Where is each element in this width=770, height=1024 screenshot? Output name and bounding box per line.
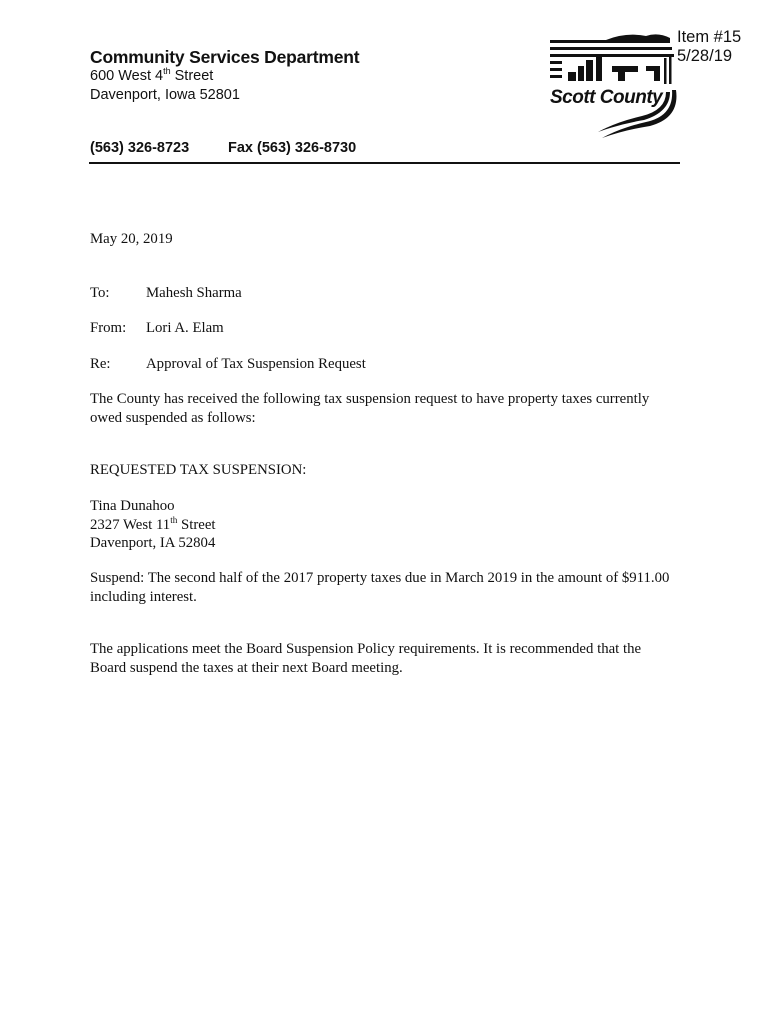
- street-address: 600 West 4th Street: [90, 66, 214, 84]
- applicant-street: 2327 West 11th Street: [90, 514, 216, 533]
- applicant-city: Davenport, IA 52804: [90, 535, 216, 551]
- phone-number: (563) 326-8723: [90, 140, 190, 156]
- header-divider: [89, 162, 680, 164]
- agenda-date: 5/28/19: [677, 47, 733, 65]
- city-address: Davenport, Iowa 52801: [90, 87, 240, 103]
- suspend-paragraph: Suspend: The second half of the 2017 property taxes due in March 2019 in the amount of $911.00 including interest.: [90, 570, 670, 605]
- from-value: Lori A. Elam: [146, 320, 224, 336]
- section-heading: REQUESTED TAX SUSPENSION:: [90, 462, 307, 478]
- closing-paragraph: The applications meet the Board Suspension Policy requirements. It is recommended that the Board suspend the taxes at their next Board meeting.: [90, 641, 642, 676]
- applicant-address-block: [90, 497, 216, 553]
- logo-wordmark: Scott County: [550, 87, 663, 108]
- intro-paragraph: The County has received the following tax suspension request to have property taxes currently owed suspended as follows:: [90, 391, 650, 426]
- from-label: From:: [90, 320, 127, 336]
- applicant-name: Tina Dunahoo: [90, 498, 175, 514]
- to-value: Mahesh Sharma: [146, 285, 242, 301]
- agenda-item-number: Item #15: [677, 28, 742, 46]
- memo-date: May 20, 2019: [90, 231, 173, 247]
- re-value: Approval of Tax Suspension Request: [146, 356, 366, 372]
- re-label: Re:: [90, 356, 111, 372]
- to-label: To:: [90, 285, 110, 301]
- fax-number: Fax (563) 326-8730: [228, 140, 357, 156]
- department-name: Community Services Department: [90, 47, 360, 67]
